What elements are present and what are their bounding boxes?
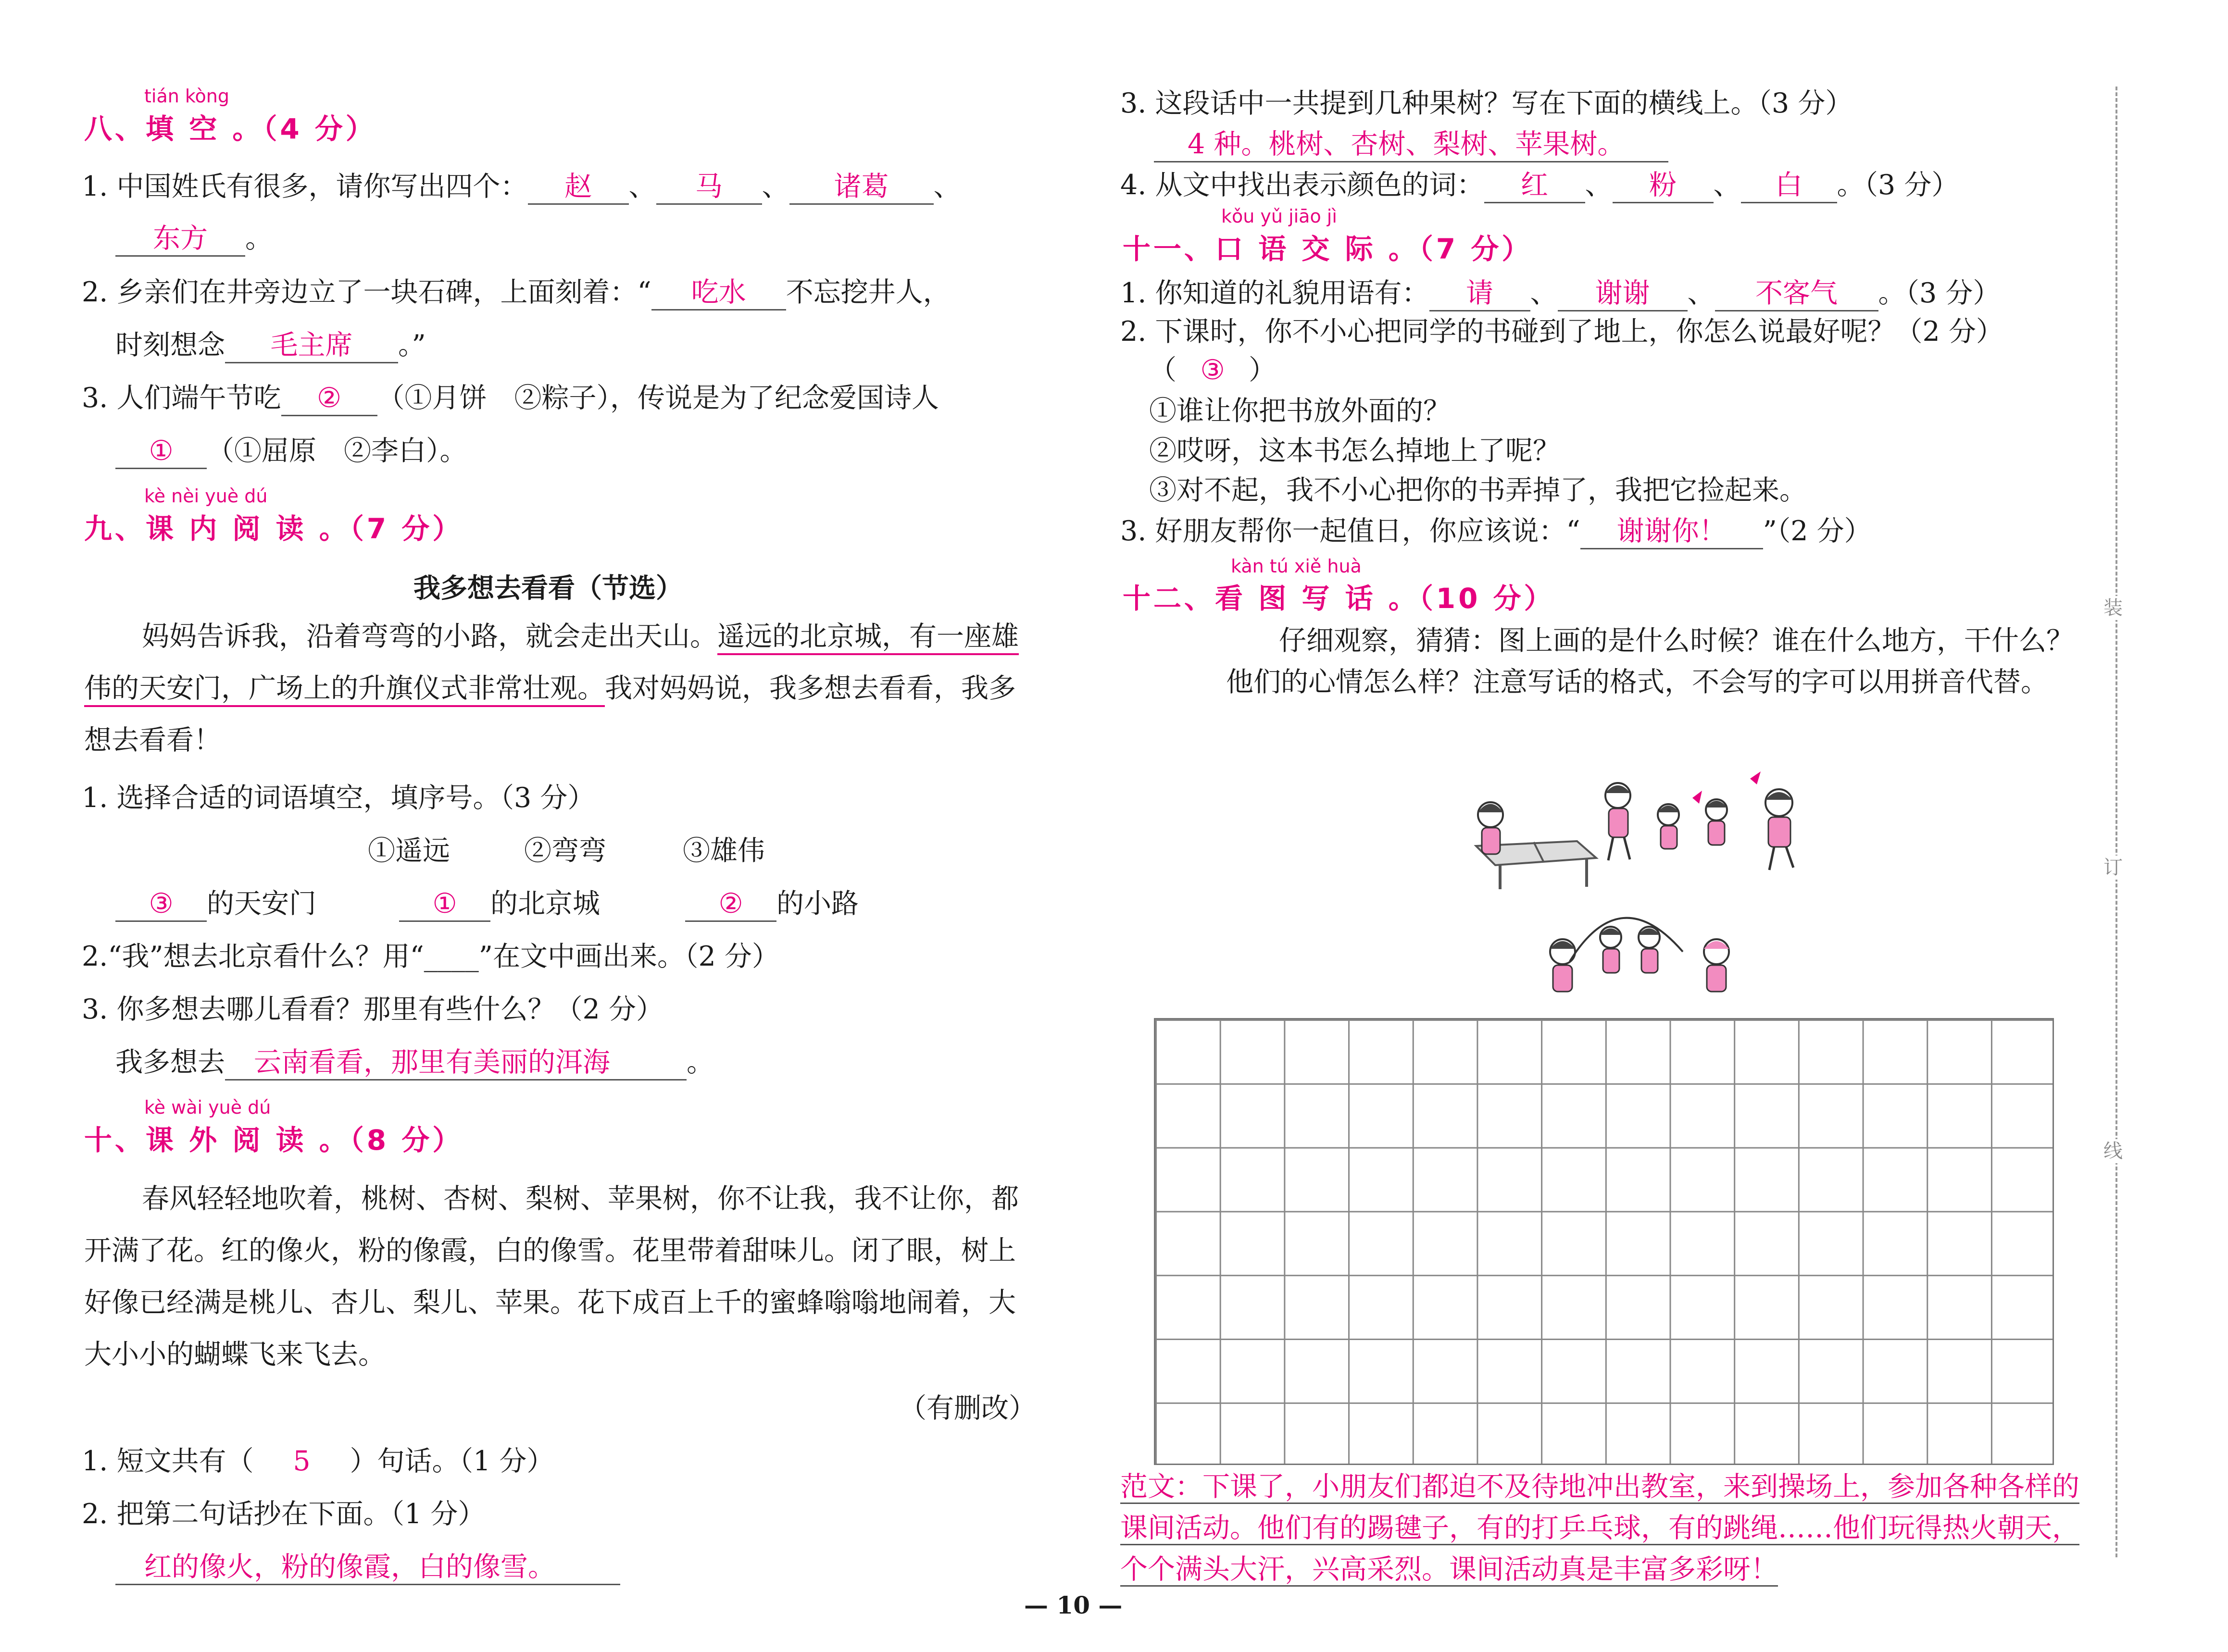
answer-blank[interactable]: 马 [656,170,762,205]
answer-blank[interactable]: ② [281,381,377,416]
margin-char: 装 [2103,597,2123,619]
s10-q3-answer [1154,125,1668,163]
s8-q1: 1. 中国姓氏有很多，请你写出四个： 赵 、 马 、 诸葛 、 [82,167,961,206]
s10-q2: 2. 把第二句话抄在下面。（1 分） [82,1498,486,1530]
s11-q1: 1. 你知道的礼貌用语有： 请 、 谢谢 、 不客气 。（3 分） [1120,274,2000,312]
s8-pinyin: tián kòng [144,86,230,107]
answer-blank[interactable]: 谢谢你！ [1580,514,1763,549]
answer-blank[interactable]: 不客气 [1715,276,1878,311]
s9-title: 九、课 内 阅 读 。（7 分） [84,512,463,545]
child-figure [1600,927,1621,973]
child-figure [1658,804,1679,849]
s9-q1-option: ①遥远 [368,835,450,867]
answer-blank[interactable]: 红的像火，粉的像霞，白的像雪。 [115,1550,620,1585]
s12-instructions: 仔细观察，猜猜：图上画的是什么时候？谁在什么地方，干什么？他们的心情怎么样？注意写话的格式，不会写的字可以用拼音代替。 [1226,625,2074,698]
answer-blank[interactable]: 请 [1429,276,1530,311]
s9-q1-option: ③雄伟 [683,835,765,867]
binding-cut-line [2115,87,2117,1557]
s8-title: 八、填 空 。（4 分） [84,112,376,145]
s12-title: 十二、看 图 写 话 。（10 分） [1123,582,1555,615]
answer-blank[interactable]: 毛主席 [225,328,398,363]
answer-blank[interactable]: ② [685,887,776,922]
answer-blank[interactable]: 云南看看，那里有美丽的洱海 [225,1045,687,1081]
margin-char: 订 [2103,857,2123,879]
s11-q2-answer: （ ③ ） [1149,351,1276,389]
child-figure [1478,802,1503,854]
answer-blank[interactable]: ③ [115,887,207,922]
child-figure [1550,939,1575,992]
answer-blank[interactable]: 红 [1484,168,1585,203]
child-figure [1704,939,1729,992]
s11-q2-option: ③对不起，我不小心把你的书弄掉了，我把它捡起来。 [1149,474,1807,506]
child-figure [1765,789,1793,870]
answer-blank[interactable]: ① [115,434,207,469]
child-figure [1639,927,1660,973]
answer-value[interactable]: ③ [1200,354,1225,386]
answer-blank[interactable]: 诸葛 [789,170,934,205]
s10-passage: 春风轻轻地吹着，桃树、杏树、梨树、苹果树，你不让我，我不让你，都开满了花。红的像火，粉的像霞，白的像雪。花里带着甜味儿。闭了眼，树上好像已经满是桃儿、杏儿、梨儿、苹果。花下成百上千的蜜蜂嗡嗡地闹着，大大小小的蝴蝶飞来飞去。 [84,1183,1019,1370]
s10-note: （有删改） [899,1392,1036,1424]
s9-q1-item: ② 的小路 [685,884,859,923]
s9-q2: 2.“我”想去北京看什么？用“____”在文中画出来。（2 分） [82,941,779,972]
s10-title: 十、课 外 阅 读 。（8 分） [84,1124,463,1156]
answer-blank[interactable]: 吃水 [651,275,786,311]
child-figure [1605,783,1630,860]
s10-q2-answer [115,1548,620,1586]
sample-label: 范文： [1120,1471,1202,1504]
s11-pinyin: kǒu yǔ jiāo jì [1221,206,1337,227]
s9-q1-item: ① 的北京城 [399,884,600,923]
s10-q3: 3. 这段话中一共提到几种果树？写在下面的横线上。（3 分） [1120,87,1853,119]
recess-illustration [1466,769,1832,1009]
child-figure [1706,799,1727,845]
underlined-sentence: 遥远的北京城，有一座雄伟的天安门，广场上的升旗仪式非常壮观。 [84,621,1019,707]
s9-q1: 1. 选择合适的词语填空，填序号。（3 分） [82,782,595,814]
answer-blank[interactable]: 白 [1741,168,1837,203]
s9-q1-item: ③ 的天安门 [115,884,316,923]
s9-q1-option: ②弯弯 [524,835,606,867]
s8-q2: 2. 乡亲们在井旁边立了一块石碑，上面刻着：“ 吃水 不忘挖井人， [82,273,951,311]
answer-blank[interactable]: 粉 [1613,168,1714,203]
s12-pinyin: kàn tú xiě huà [1231,556,1362,577]
sample-text: 下课了，小朋友们都迫不及待地冲出教室，来到操场上，参加各种各样的课间活动。他们有的踢毽子，有的打乒乓球，有的跳绳……他们玩得热火朝天，个个满头大汗，兴高采烈。课间活动真是丰富多彩呀！ [1120,1471,2079,1587]
s11-title: 十一、口 语 交 际 。（7 分） [1123,233,1533,265]
answer-blank[interactable]: 4 种。桃树、杏树、梨树、苹果树。 [1154,127,1668,162]
sample-essay [1120,1466,2082,1590]
s9-q3: 3. 你多想去哪儿看看？那里有些什么？（2 分） [82,994,663,1025]
s10-q4: 4. 从文中找出表示颜色的词： 红 、 粉 、 白 。（3 分） [1120,166,1959,204]
jump-rope [1570,918,1683,961]
shuttlecock-icon [1692,771,1761,804]
passage-title: 我多想去看看（节选） [413,573,683,604]
s8-q3: 3. 人们端午节吃 ② （①月饼 ②粽子），传说是为了纪念爱国诗人 [82,379,939,417]
s9-pinyin: kè nèi yuè dú [144,485,268,507]
answer-blank[interactable]: 谢谢 [1558,276,1688,311]
s8-q1-cont: 东方 。 [115,219,273,258]
answer-value[interactable]: 5 [293,1445,311,1477]
s8-q2-cont: 时刻想念 毛主席 。” [115,326,426,364]
s11-q2: 2. 下课时，你不小心把同学的书碰到了地上，你怎么说最好呢？（2 分） [1120,316,2003,348]
s11-q2-option: ①谁让你把书放外面的？ [1149,395,1451,427]
s9-passage: 妈妈告诉我，沿着弯弯的小路，就会走出天山。遥远的北京城，有一座雄伟的天安门，广场上的升旗仪式非常壮观。我对妈妈说，我多想去看看，我多想去看看！ [84,621,1019,756]
answer-blank[interactable]: 赵 [528,170,629,205]
s11-q2-option: ②哎呀，这本书怎么掉地上了呢？ [1149,435,1560,467]
answer-blank[interactable]: ① [399,887,490,922]
margin-char: 线 [2103,1140,2123,1162]
writing-grid[interactable] [1154,1018,2054,1465]
s10-q1: 1. 短文共有（ 5 ）句话。（1 分） [82,1442,554,1480]
s8-q3-cont: ① （①屈原 ②李白）。 [115,432,467,470]
s9-q3-answer: 我多想去 云南看看，那里有美丽的洱海 。 [115,1043,714,1081]
s11-q3: 3. 好朋友帮你一起值日，你应该说：“ 谢谢你！ ”（2 分） [1120,512,1872,550]
answer-blank[interactable]: 东方 [115,222,245,257]
page-number: — 10 — [1024,1591,1123,1619]
s10-pinyin: kè wài yuè dú [144,1097,271,1118]
